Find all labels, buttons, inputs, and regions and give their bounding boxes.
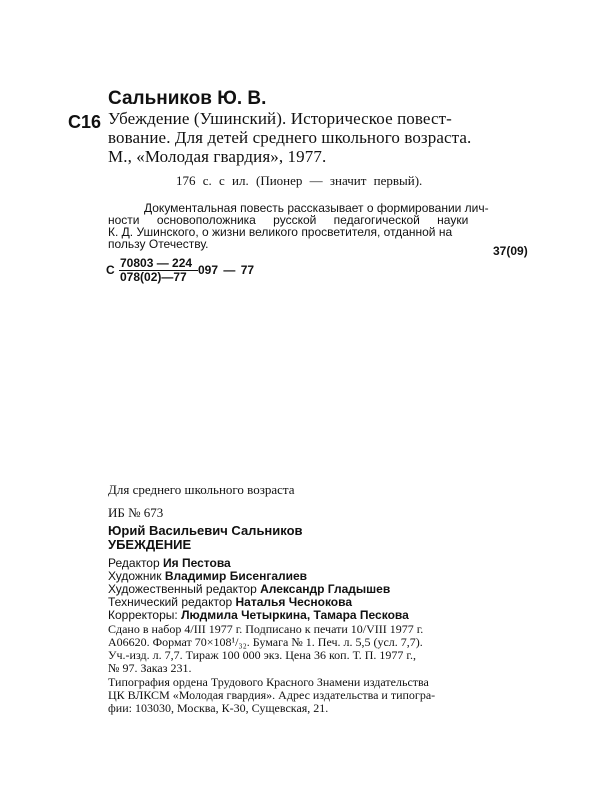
credit-role: Художественный редактор [108,582,257,596]
annotation-line: ности основоположника русской педагогической науки [108,213,469,227]
price-code-numerator: 70803 — 224 [120,256,193,270]
credit-line [108,608,409,622]
credit-line [108,595,352,609]
annotation-line: Документальная повесть рассказывает о формировании лич- [144,201,489,215]
audience-line: Для среднего школьного возраста [108,482,295,497]
printing-line: ЦК ВЛКСМ «Молодая гвардия». Адрес издательства и типогра- [108,688,436,702]
credit-role: Корректоры: [108,608,178,622]
printing-line: Типография ордена Трудового Красного Знамени издательства [108,675,429,689]
description-line: Убеждение (Ушинский). Историческое повест- [108,109,452,128]
price-code-letter: С [106,263,115,277]
annotation-line: пользу Отечеству. [108,237,209,251]
description-line: М., «Молодая гвардия», 1977. [108,147,327,166]
credit-role: Редактор [108,556,160,570]
publication-line: Сдано в набор 4/III 1977 г. Подписано к печати 10/VIII 1977 г. [108,622,424,636]
credit-name: Владимир Бисенгалиев [164,569,308,583]
credit-name: Александр Гладышев [260,582,391,596]
author-heading: Сальников Ю. В. [108,88,267,109]
ib-number: ИБ № 673 [108,505,164,520]
description-line: вование. Для детей среднего школьного возраста. [108,128,472,147]
pages-line: 176 с. с ил. (Пионер — значит первый). [176,173,423,188]
classmark: С16 [68,112,102,132]
printing-line: фии: 103030, Москва, К-30, Сущевская, 21. [108,701,329,715]
credit-line [108,582,390,596]
credit-name: Людмила Четыркина, Тамара Пескова [181,608,409,622]
publication-line: Уч.-изд. л. 7,7. Тираж 100 000 экз. Цена 36 коп. Т. П. 1977 г., [108,648,416,662]
book-title: УБЕЖДЕНИЕ [108,537,192,552]
credit-name: Наталья Чеснокова [235,595,353,609]
credit-line [108,569,307,583]
author-full-name: Юрий Васильевич Сальников [108,523,303,538]
credit-role: Технический редактор [108,595,233,609]
publication-line: № 97. Заказ 231. [108,661,192,675]
price-code-denominator: 078(02)—77 [120,270,187,284]
publication-line: А06620. Формат 70×108¹/₃₂. Бумага № 1. Печ. л. 5,5 (усл. 7,7). [108,635,423,649]
price-code-tail: 097 — 77 [198,263,255,277]
credit-line [108,556,231,570]
bbk-index: 37(09) [493,244,528,258]
annotation-line: К. Д. Ушинского, о жизни великого просветителя, отданной на [108,225,453,239]
credit-name: Ия Пестова [163,556,231,570]
credit-role: Художник [108,569,162,583]
